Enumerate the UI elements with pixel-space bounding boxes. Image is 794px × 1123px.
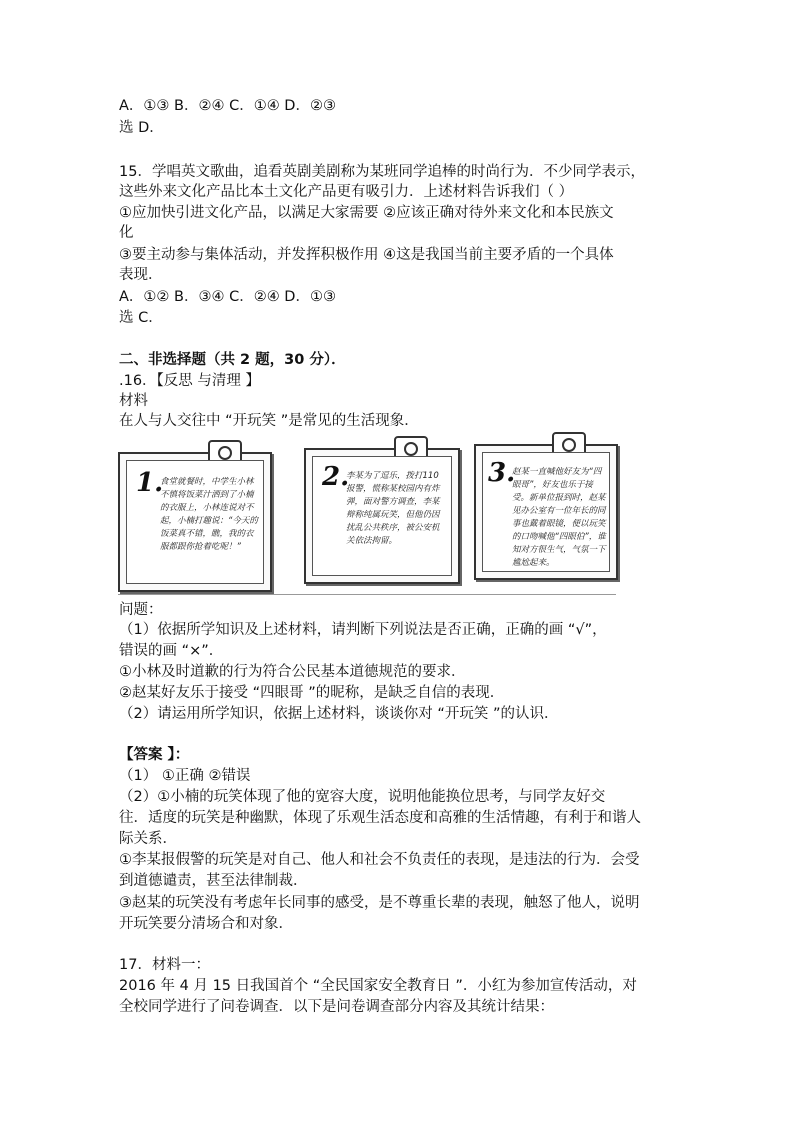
card-text: 李某为了逗乐，拨打110报警，慌称某校园内有炸弹，面对警方调查，李某辩称纯属玩笑，但他仍因扰乱公共秩序，被公安机关依法拘留。 bbox=[346, 471, 440, 546]
card-1 bbox=[118, 452, 272, 592]
questions-label: 问题： bbox=[119, 602, 163, 618]
answer-16-2-line2: 往．适度的玩笑是种幽默，体现了乐观生活态度和高雅的生活情趣，有利于和谐人 bbox=[119, 810, 641, 826]
question-15-line2: 这些外来文化产品比本土文化产品更有吸引力．上述材料告诉我们（ ） bbox=[119, 184, 574, 200]
judgement-1: ①小林及时道歉的行为符合公民基本道德规范的要求． bbox=[119, 664, 466, 680]
material-intro: 在人与人交往中 “开玩笑 ”是常见的生活现象． bbox=[119, 413, 419, 429]
card-3 bbox=[474, 444, 618, 580]
options-14: A．①③ B．②④ C．①④ D．②③ bbox=[119, 98, 336, 114]
card-number: 1. bbox=[136, 468, 164, 498]
card-text: 食堂就餐时，中学生小林不慎将饭菜汁洒到了小楠的衣服上，小林连说对不起，小楠打趣说：“今天的饭菜真不错，瞧，我的衣服都跟你抢着吃呢！” bbox=[160, 477, 258, 552]
material-cards bbox=[118, 440, 618, 600]
section-heading: 二、非选择题（共 2 题，30 分）． bbox=[119, 352, 346, 368]
answer-14: 选 D． bbox=[119, 120, 164, 136]
question-16-1-cont: 错误的画 “×”． bbox=[119, 643, 224, 659]
question-17-line1: 2016 年 4 月 15 日我国首个 “全民国家安全教育日 ”．小红为参加宣传活动，对 bbox=[119, 978, 637, 994]
card-text: 赵某一直喊他好友为“四眼哥”，好友也乐于接受。新单位报到时，赵某见办公室有一位年长的同事也戴着眼镜，便以玩笑的口吻喊他“四眼伯”，谁知对方很生气，气氛一下尴尬起来。 bbox=[512, 467, 606, 568]
question-17-line2: 全校同学进行了问卷调查．以下是问卷调查部分内容及其统计结果： bbox=[119, 999, 554, 1015]
question-16-2: （2）请运用所学知识，依据上述材料，谈谈你对 “开玩笑 ”的认识． bbox=[119, 706, 559, 722]
answer-15: 选 C． bbox=[119, 310, 163, 326]
answer-16-2-line4: ①李某报假警的玩笑是对自己、他人和社会不负责任的表现，是违法的行为．会受 bbox=[119, 852, 640, 868]
options-15: A．①② B．③④ C．②④ D．①③ bbox=[119, 289, 336, 305]
card-number: 2. bbox=[322, 462, 350, 492]
card-2 bbox=[304, 448, 460, 584]
question-16-1: （1）依据所学知识及上述材料，请判断下列说法是否正确，正确的画 “√”， bbox=[119, 622, 607, 638]
material-label: 材料 bbox=[119, 393, 148, 409]
statement-3-4: ③要主动参与集体活动，并发挥积极作用 ④这是我国当前主要矛盾的一个具体 bbox=[119, 247, 614, 263]
question-16-title: .16．【反思 与清理 】 bbox=[119, 373, 261, 389]
statement-1-2: ①应加快引进文化产品，以满足大家需要 ②应该正确对待外来文化和本民族文 bbox=[119, 205, 614, 221]
question-17-title: 17．材料一： bbox=[119, 957, 210, 973]
answer-16-2-line5: 到道德谴责，甚至法律制裁． bbox=[119, 873, 308, 889]
divider bbox=[118, 594, 616, 595]
answer-heading: 【答案 】： bbox=[119, 747, 190, 763]
answer-16-2-line6: ③赵某的玩笑没有考虑年长同事的感受，是不尊重长辈的表现，触怒了他人，说明 bbox=[119, 895, 640, 911]
statement-2-cont: 化 bbox=[119, 225, 134, 241]
statement-4-cont: 表现． bbox=[119, 267, 163, 283]
answer-16-2-line3: 际关系． bbox=[119, 831, 177, 847]
answer-16-1: （1） ①正确 ②错误 bbox=[119, 768, 251, 784]
answer-16-2-line1: （2）①小楠的玩笑体现了他的宽容大度，说明他能换位思考，与同学友好交 bbox=[119, 789, 606, 805]
answer-16-2-line7: 开玩笑要分清场合和对象． bbox=[119, 916, 293, 932]
card-number: 3. bbox=[488, 458, 516, 488]
question-15-line1: 15．学唱英文歌曲，追看英剧美剧称为某班同学追棒的时尚行为．不少同学表示， bbox=[119, 164, 645, 180]
judgement-2: ②赵某好友乐于接受 “四眼哥 ”的昵称，是缺乏自信的表现． bbox=[119, 685, 505, 701]
